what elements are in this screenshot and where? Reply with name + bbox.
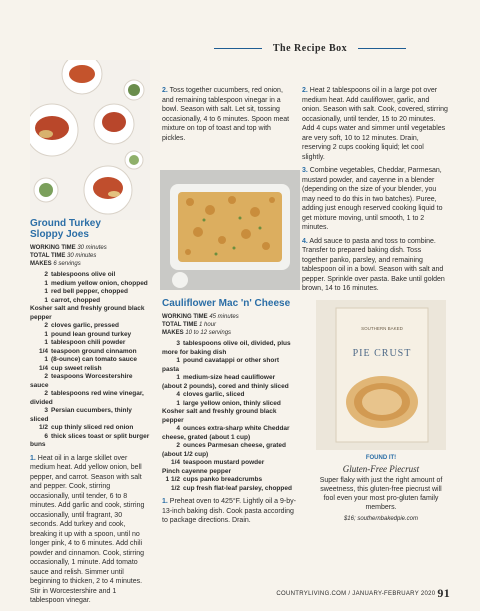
list-item: 1 carrot, chopped: [44, 296, 101, 304]
list-item: 1/2 cup thinly sliced red onion: [38, 424, 134, 431]
list-item: 1 medium yellow onion, chopped: [44, 279, 148, 287]
list-item: 3 Persian cucumbers, thinly sliced: [30, 407, 132, 423]
footer-text: COUNTRYLIVING.COM / JANUARY-FEBRUARY 2020: [276, 591, 436, 598]
section-header: [160, 40, 460, 58]
header-rule-right: [358, 48, 406, 49]
list-item: 1/4 teaspoon mustard powder: [170, 459, 265, 466]
product-price: $16; southernbakedpie.com: [343, 516, 419, 522]
sloppy-joes-recipe: [30, 218, 150, 610]
list-item: 1 pound lean ground turkey: [44, 330, 132, 338]
list-item: 4 ounces extra-sharp white Cheddar cheese, grated (about 1 cup): [162, 425, 290, 441]
recipe-title: Ground Turkey Sloppy Joes: [30, 218, 101, 240]
product-caption: [316, 454, 446, 524]
list-item: 3 tablespoons olive oil, divided, plus more for baking dish: [162, 340, 291, 356]
product-brand: SOUTHERN BAKED: [361, 326, 403, 331]
list-item: 2 cloves garlic, pressed: [44, 322, 119, 329]
product-description: Super flaky with just the right amount of sweetness, this gluten-free piecrust will fool even your most pro-gluten family members.: [319, 477, 443, 511]
ingredient-list: [162, 340, 296, 493]
list-item: Kosher salt and freshly ground black pepper: [30, 305, 145, 321]
page-number: 91: [437, 586, 450, 600]
list-item: 2 tablespoons olive oil: [44, 271, 116, 278]
mac-and-cheese-recipe: [162, 298, 296, 530]
recipe-step: 1. Preheat oven to 425°F. Lightly oil a 9-by-13-inch baking dish. Cook pasta according to package directions. Drain.: [162, 498, 296, 524]
list-item: 1 large yellow onion, thinly sliced: [176, 399, 281, 407]
list-item: 1/2 cup fresh flat-leaf parsley, chopped: [170, 484, 292, 492]
section-title: The Recipe Box: [272, 43, 348, 55]
mac-and-cheese-photo: [160, 170, 300, 290]
sloppy-joes-photo: [30, 60, 150, 220]
recipe-step: 3. Combine vegetables, Cheddar, Parmesan, mustard powder, and cayenne in a blender (depending on the size of your blender, you may need to do this in two batches). Puree, adding just enough reserved cooking liquid to get mixture moving, until smooth, 1 to 2 minutes.: [302, 167, 443, 231]
list-item: 6 thick slices toast or split burger buns: [30, 432, 150, 448]
recipe-title: Cauliflower Mac 'n' Cheese: [162, 298, 291, 309]
list-item: 1/4 teaspoon ground cinnamon: [38, 347, 137, 355]
middle-column: [162, 86, 294, 147]
list-item: 1 (8-ounce) can tomato sauce: [44, 356, 137, 363]
list-item: 1 red bell pepper, chopped: [44, 288, 128, 295]
recipe-step: 4. Add sauce to pasta and toss to combine. Transfer to prepared baking dish. Toss together panko, parsley, and remaining tablespoon oil in a bowl. Season with salt and pepper. Sprinkle over pasta. Bake until golden brown, 14 to 16 minutes.: [302, 237, 445, 292]
list-item: 1 medium-size head cauliflower (about 2 pounds), cored and thinly sliced: [162, 374, 289, 390]
list-item: 1 pound cavatappi or other short pasta: [162, 357, 280, 373]
list-item: 2 ounces Parmesan cheese, grated (about 1/2 cup): [162, 442, 286, 458]
page-footer: [276, 586, 450, 601]
product-box-label: PIE CRUST: [352, 348, 412, 359]
list-item: 2 tablespoons red wine vinegar, divided: [30, 390, 144, 406]
list-item: 2 teaspoons Worcestershire sauce: [30, 373, 133, 389]
ingredient-list: [30, 271, 150, 450]
recipe-meta: WORKING TIME 45 minutes TOTAL TIME 1 hour MAKES 10 to 12 servings: [162, 314, 239, 336]
recipe-step: 1. Heat oil in a large skillet over medium heat. Add yellow onion, bell pepper, and carrot. Season with salt and pepper. Cook, stirring occasionally, until tender, 6 to 8 minutes. Add garlic and cook, stirring occasionally, until fragrant, 30 seconds. Add turkey and cook, breaking it up with a spoon, until no longer pink, 4 to 6 minutes. Add chili powder and cinnamon. Cook, stirring occasionally, 1 minute. Add tomato sauce and relish. Simmer until beginning to thicken, 2 to 4 minutes. Stir in Worcestershire and 1 tablespoon vinegar.: [30, 454, 145, 604]
product-name: Gluten-Free Piecrust: [342, 464, 420, 474]
list-item: 1/4 cup sweet relish: [38, 364, 102, 372]
recipe-step: 2. Toss together cucumbers, red onion, and remaining tablespoon vinegar in a bowl. Season with salt. Let sit, tossing occasionally, 4 to 6 minutes. Spoon meat mixture on top of toast and top with pickles.: [162, 87, 290, 142]
header-rule-left: [214, 48, 262, 49]
list-item: Pinch cayenne pepper: [162, 467, 231, 475]
found-it-label: FOUND IT!: [365, 455, 397, 461]
list-item: 1 tablespoon chili powder: [44, 339, 126, 346]
list-item: 4 cloves garlic, sliced: [176, 391, 245, 398]
list-item: Kosher salt and freshly ground black pepper: [162, 408, 277, 424]
piecrust-product-photo: [316, 300, 446, 450]
recipe-step: 2. Heat 2 tablespoons oil in a large pot over medium heat. Add cauliflower, garlic, and onion. Season with salt. Cook, covered, stirring occasionally, until tender, 15 to 20 minutes. Add 4 cups water and simmer until vegetables are very soft, 10 to 12 minutes. Drain, reserving 2 cups cooking liquid; let cool slightly.: [302, 87, 448, 161]
right-column: [302, 86, 448, 298]
list-item: 1 1/2 cups panko breadcrumbs: [165, 476, 263, 483]
recipe-meta: WORKING TIME 30 minutes TOTAL TIME 30 minutes MAKES 6 servings: [30, 245, 107, 267]
